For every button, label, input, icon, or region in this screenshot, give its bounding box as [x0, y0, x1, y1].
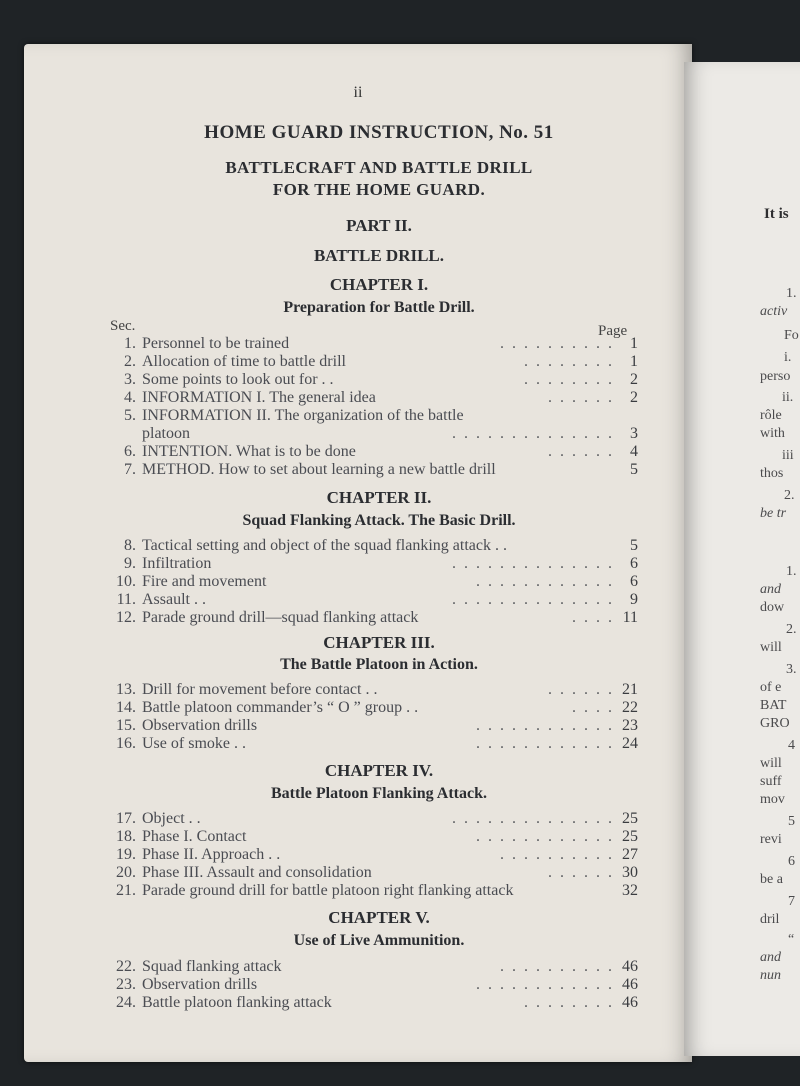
- entry-number: 1.: [124, 335, 136, 352]
- entry-title: Allocation of time to battle drill: [142, 353, 346, 370]
- entry-number: 17.: [116, 810, 136, 827]
- facing-text-fragment: iii: [782, 448, 794, 463]
- facing-text-fragment: dril: [760, 912, 780, 927]
- entry-number: 2.: [124, 353, 136, 370]
- toc-entry: [110, 735, 638, 753]
- facing-text-fragment: 2.: [786, 622, 797, 637]
- part-heading: PART II.: [346, 216, 412, 235]
- entry-page: 2: [630, 371, 638, 388]
- subtitle-line-2: FOR THE HOME GUARD.: [272, 180, 486, 199]
- entry-page: 21: [622, 681, 638, 698]
- toc-entry: [110, 555, 638, 573]
- facing-text-fragment: rôle: [760, 408, 782, 423]
- entry-page: 27: [622, 846, 638, 863]
- leader-dots: . . . . . .: [548, 389, 614, 406]
- entry-number: 10.: [116, 573, 136, 590]
- chapter-1-title: Preparation for Battle Drill.: [283, 299, 475, 316]
- facing-text-fragment: perso: [760, 369, 791, 384]
- entry-page: 5: [630, 461, 638, 478]
- toc-entry: [110, 699, 638, 717]
- entry-title: Drill for movement before contact . .: [142, 681, 378, 698]
- entry-title: Infiltration: [142, 555, 212, 572]
- toc-entry: [110, 461, 638, 479]
- facing-text-fragment: i.: [784, 350, 792, 365]
- facing-text-fragment: be tr: [760, 506, 787, 521]
- entry-number: 12.: [116, 609, 136, 626]
- facing-text-fragment: ii.: [782, 390, 794, 405]
- facing-text-fragment: will: [760, 756, 782, 771]
- facing-text-fragment: with: [760, 426, 785, 441]
- facing-text-fragment: 7: [788, 894, 795, 909]
- entry-number: 15.: [116, 717, 136, 734]
- toc-entry: [110, 335, 638, 353]
- section-column-label: Sec.: [110, 318, 136, 334]
- entry-number: 9.: [124, 555, 136, 572]
- entry-title: Observation drills: [142, 976, 258, 993]
- facing-text-fragment: thos: [760, 466, 784, 481]
- entry-title: Personnel to be trained: [142, 335, 290, 352]
- facing-text-fragment: dow: [760, 600, 785, 615]
- entry-title: Parade ground drill for battle platoon right flanking attack: [142, 882, 514, 899]
- entry-title: Battle platoon commander’s “ O ” group . .: [142, 699, 419, 716]
- toc-entry: [110, 407, 638, 425]
- document-heading: HOME GUARD INSTRUCTION, No. 51: [204, 122, 554, 143]
- toc-entry: [110, 389, 638, 407]
- facing-text-fragment: revi: [760, 832, 782, 847]
- entry-title: platoon: [142, 425, 190, 442]
- facing-text-fragment: GRO: [760, 716, 790, 731]
- toc-entry: [110, 353, 638, 371]
- subtitle-line-1: BATTLECRAFT AND BATTLE DRILL: [225, 158, 533, 177]
- toc-entry: [110, 958, 638, 976]
- chapter-2-title: Squad Flanking Attack. The Basic Drill.: [242, 512, 516, 529]
- facing-text-fragment: 3.: [786, 662, 797, 677]
- chapter-5-heading: CHAPTER V.: [328, 908, 430, 927]
- toc-entry: [110, 828, 638, 846]
- facing-text-fragment: and: [760, 950, 781, 965]
- chapter-2-heading: CHAPTER II.: [326, 488, 432, 507]
- entry-number: 7.: [124, 461, 136, 478]
- entry-page: 2: [630, 389, 638, 406]
- entry-number: 4.: [124, 389, 136, 406]
- entry-number: 21.: [116, 882, 136, 899]
- facing-text-fragment: 6: [788, 854, 795, 869]
- part-title: BATTLE DRILL.: [313, 246, 445, 265]
- toc-entry: [110, 994, 638, 1012]
- leader-dots: . . . . . . . . . . . . . .: [452, 810, 614, 827]
- entry-page: 32: [622, 882, 638, 899]
- leader-dots: . . . . . . . . . .: [500, 958, 614, 975]
- entry-number: 24.: [116, 994, 136, 1011]
- leader-dots: . . . . . . . . . . . . . .: [452, 425, 614, 442]
- entry-title: Fire and movement: [142, 573, 267, 590]
- facing-text-fragment: will: [760, 640, 782, 655]
- entry-title: Squad flanking attack: [142, 958, 282, 975]
- entry-title: INFORMATION II. The organization of the battle: [142, 407, 464, 424]
- entry-number: 22.: [116, 958, 136, 975]
- entry-number: 18.: [116, 828, 136, 845]
- entry-number: 14.: [116, 699, 136, 716]
- entry-title: Phase I. Contact: [142, 828, 247, 845]
- entry-title: Some points to look out for . .: [142, 371, 334, 388]
- leader-dots: . . . . . .: [548, 443, 614, 460]
- leader-dots: . . . . . . . .: [524, 371, 614, 388]
- leader-dots: . . . . . . . .: [524, 353, 614, 370]
- entry-title: INFORMATION I. The general idea: [142, 389, 376, 406]
- leader-dots: . . . . . . . . . . . . . .: [452, 555, 614, 572]
- entry-page: 3: [630, 425, 638, 442]
- left-page: [24, 44, 692, 1062]
- entry-page: 25: [622, 810, 638, 827]
- facing-text-fragment: mov: [760, 792, 785, 807]
- facing-text-fragment: BAT: [760, 698, 787, 713]
- leader-dots: . . . . . . . . . . . .: [476, 735, 614, 752]
- entry-page: 46: [622, 976, 638, 993]
- entry-number: 6.: [124, 443, 136, 460]
- entry-page: 46: [622, 994, 638, 1011]
- entry-page: 46: [622, 958, 638, 975]
- facing-text-fragment: be a: [760, 872, 783, 887]
- facing-text-fragment: suff: [760, 774, 782, 789]
- entry-number: 8.: [124, 537, 136, 554]
- toc-entry: [110, 882, 638, 900]
- leader-dots: . . . . . . . . . . . . . .: [452, 591, 614, 608]
- leader-dots: . . . . . .: [548, 864, 614, 881]
- toc-entry: [110, 371, 638, 389]
- entry-page: 25: [622, 828, 638, 845]
- leader-dots: . . . . . . . . . . . .: [476, 717, 614, 734]
- entry-number: 13.: [116, 681, 136, 698]
- entry-title: Tactical setting and object of the squad flanking attack . .: [142, 537, 507, 554]
- facing-text-fragment: 1.: [786, 564, 797, 579]
- leader-dots: . . . . . . . . . . . .: [476, 976, 614, 993]
- leader-dots: . . . . . .: [548, 681, 614, 698]
- facing-text-fragment: and: [760, 582, 781, 597]
- entry-page: 4: [630, 443, 638, 460]
- facing-text-fragment: 4: [788, 738, 795, 753]
- entry-title: Use of smoke . .: [142, 735, 246, 752]
- entry-page: 9: [630, 591, 638, 608]
- entry-page: 22: [622, 699, 638, 716]
- facing-text-fragment: 5: [788, 814, 795, 829]
- entry-page: 5: [630, 537, 638, 554]
- entry-number: 20.: [116, 864, 136, 881]
- chapter-4-title: Battle Platoon Flanking Attack.: [270, 785, 487, 802]
- entry-title: Phase III. Assault and consolidation: [142, 864, 372, 881]
- entry-number: 11.: [116, 591, 136, 608]
- toc-entry-continued: [110, 425, 638, 443]
- toc-entry: [110, 864, 638, 882]
- toc-entry: [110, 810, 638, 828]
- entry-title: INTENTION. What is to be done: [142, 443, 356, 460]
- leader-dots: . . . .: [572, 699, 614, 716]
- entry-page: 24: [622, 735, 638, 752]
- facing-text-fragment: 2.: [784, 488, 795, 503]
- toc-entry: [110, 976, 638, 994]
- entry-page: 1: [630, 335, 638, 352]
- leader-dots: . . . . . . . .: [524, 994, 614, 1011]
- leader-dots: . . . . . . . . . .: [500, 335, 614, 352]
- entry-number: 19.: [116, 846, 136, 863]
- entry-title: Parade ground drill—squad flanking attack: [142, 609, 419, 626]
- entry-page: 11: [622, 609, 638, 626]
- toc-entry: [110, 717, 638, 735]
- chapter-5-title: Use of Live Ammunition.: [293, 932, 465, 949]
- entry-number: 3.: [124, 371, 136, 388]
- facing-page: [684, 62, 800, 1056]
- facing-text-fragment: activ: [760, 304, 788, 319]
- page-column-label: Page: [598, 323, 628, 339]
- facing-text-fragment: It is: [764, 206, 789, 222]
- toc-entry: [110, 443, 638, 461]
- entry-title: Assault . .: [142, 591, 206, 608]
- leader-dots: . . . . . . . . . . . .: [476, 828, 614, 845]
- entry-page: 30: [622, 864, 638, 881]
- leader-dots: . . . . . . . . . .: [500, 846, 614, 863]
- entry-number: 5.: [124, 407, 136, 424]
- chapter-4-heading: CHAPTER IV.: [324, 761, 434, 780]
- toc-entry: [110, 591, 638, 609]
- chapter-1-heading: CHAPTER I.: [329, 275, 429, 294]
- entry-page: 1: [630, 353, 638, 370]
- entry-title: METHOD. How to set about learning a new battle drill: [142, 461, 496, 478]
- toc-entry: [110, 681, 638, 699]
- facing-text-fragment: Fo: [784, 328, 799, 343]
- entry-title: Object . .: [142, 810, 201, 827]
- page-number: ii: [353, 84, 363, 101]
- chapter-3-heading: CHAPTER III.: [323, 633, 435, 652]
- entry-title: Observation drills: [142, 717, 258, 734]
- toc-entry: [110, 609, 638, 627]
- entry-page: 6: [630, 573, 638, 590]
- facing-text-fragment: of e: [760, 680, 782, 695]
- chapter-3-title: The Battle Platoon in Action.: [280, 656, 478, 673]
- toc-entry: [110, 846, 638, 864]
- entry-page: 6: [630, 555, 638, 572]
- leader-dots: . . . . . . . . . . . .: [476, 573, 614, 590]
- toc-entry: [110, 573, 638, 591]
- entry-page: 23: [622, 717, 638, 734]
- facing-text-fragment: 1.: [786, 286, 797, 301]
- entry-number: 23.: [116, 976, 136, 993]
- entry-number: 16.: [116, 735, 136, 752]
- entry-title: Battle platoon flanking attack: [142, 994, 332, 1011]
- entry-title: Phase II. Approach . .: [142, 846, 281, 863]
- leader-dots: . . . .: [572, 609, 614, 626]
- toc-entry: [110, 537, 638, 555]
- facing-text-fragment: nun: [760, 968, 781, 983]
- facing-text-fragment: “: [788, 932, 795, 947]
